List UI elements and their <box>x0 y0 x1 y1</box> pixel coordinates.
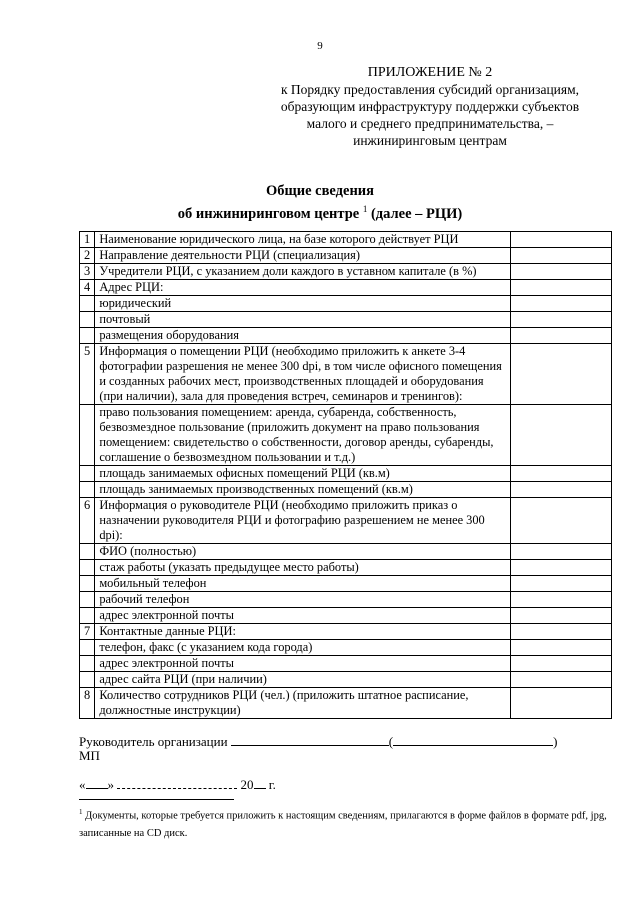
row-label: Направление деятельности РЦИ (специализация) <box>95 248 511 264</box>
page-number: 9 <box>317 40 323 52</box>
row-number <box>80 328 95 344</box>
row-number: 8 <box>80 688 95 719</box>
row-value-field[interactable] <box>510 560 611 576</box>
row-number <box>80 312 95 328</box>
row-label: ФИО (полностью) <box>95 544 511 560</box>
table-row <box>80 560 612 576</box>
row-number <box>80 560 95 576</box>
table-row <box>80 405 612 466</box>
row-number: 3 <box>80 264 95 280</box>
row-value-field[interactable] <box>510 576 611 592</box>
table-row <box>80 344 612 405</box>
row-number: 4 <box>80 280 95 296</box>
row-value-field[interactable] <box>510 466 611 482</box>
table-row <box>80 232 612 248</box>
row-number <box>80 592 95 608</box>
row-value-field[interactable] <box>510 405 611 466</box>
row-value-field[interactable] <box>510 592 611 608</box>
table-row <box>80 498 612 544</box>
row-label: размещения оборудования <box>95 328 511 344</box>
row-number: 6 <box>80 498 95 544</box>
row-number <box>80 672 95 688</box>
date-year-field[interactable] <box>254 776 266 789</box>
row-number: 7 <box>80 624 95 640</box>
row-number <box>80 405 95 466</box>
table-row <box>80 264 612 280</box>
row-label: адрес сайта РЦИ (при наличии) <box>95 672 511 688</box>
footnote-mark: 1 <box>79 808 83 816</box>
footnote <box>79 804 614 842</box>
row-label: Адрес РЦИ: <box>95 280 511 296</box>
date-open-quote: « <box>79 777 86 792</box>
row-value-field[interactable] <box>510 544 611 560</box>
row-number <box>80 482 95 498</box>
document-heading <box>0 182 640 223</box>
row-value-field[interactable] <box>510 264 611 280</box>
table-row <box>80 280 612 296</box>
table-row <box>80 640 612 656</box>
footnote-text: Документы, которые требуется приложить к настоящим сведениям, прилагаются в форме файлов в формате pdf, jpg, записанные на CD диск. <box>79 810 607 839</box>
row-label: адрес электронной почты <box>95 656 511 672</box>
row-value-field[interactable] <box>510 656 611 672</box>
row-value-field[interactable] <box>510 498 611 544</box>
heading-line-2-after: (далее – РЦИ) <box>370 205 463 222</box>
table-row <box>80 656 612 672</box>
row-value-field[interactable] <box>510 296 611 312</box>
row-label: право пользования помещением: аренда, субаренда, собственность, безвозмездное пользование (приложить документ на право пользования помещением: свидетельство о собственности, договор аренды, субаренды, соглашение о безвозмездном пользовании и т.д.) <box>95 405 511 466</box>
row-label: почтовый <box>95 312 511 328</box>
row-label: площадь занимаемых производственных помещений (кв.м) <box>95 482 511 498</box>
row-value-field[interactable] <box>510 232 611 248</box>
table-row <box>80 312 612 328</box>
appendix-line-2: образующим инфраструктуру поддержки субъектов <box>280 99 580 114</box>
row-value-field[interactable] <box>510 248 611 264</box>
row-number: 2 <box>80 248 95 264</box>
row-label: Учредители РЦИ, с указанием доли каждого в уставном капитале (в %) <box>95 264 511 280</box>
footnote-divider <box>79 799 234 800</box>
date-year-suffix: г. <box>268 777 276 792</box>
appendix-title: ПРИЛОЖЕНИЕ № 2 <box>367 65 493 80</box>
row-value-field[interactable] <box>510 328 611 344</box>
date-line <box>79 776 276 793</box>
info-form-table <box>79 231 612 719</box>
table-row <box>80 672 612 688</box>
appendix-line-3: малого и среднего предпринимательства, – <box>306 116 554 131</box>
row-number: 1 <box>80 232 95 248</box>
signature-label: Руководитель организации <box>79 734 228 749</box>
row-number <box>80 608 95 624</box>
row-number <box>80 656 95 672</box>
row-value-field[interactable] <box>510 608 611 624</box>
table-row <box>80 296 612 312</box>
row-value-field[interactable] <box>510 624 611 640</box>
table-row <box>80 608 612 624</box>
signature-line <box>79 733 557 750</box>
row-value-field[interactable] <box>510 280 611 296</box>
row-number <box>80 576 95 592</box>
appendix-line-1: к Порядку предоставления субсидий организациям, <box>280 82 580 97</box>
row-number: 5 <box>80 344 95 405</box>
date-month-field[interactable] <box>117 776 237 789</box>
row-label: Информация о помещении РЦИ (необходимо приложить к анкете 3-4 фотографии разрешения не менее 300 dpi, в том числе офисного помещения и созданных рабочих мест, производственных площадей и оборудования (при наличии), зала для проведения встреч, семинаров и тренингов): <box>95 344 511 405</box>
heading-line-2-before: об инжиниринговом центре <box>177 205 360 222</box>
heading-line-1: Общие сведения <box>265 183 375 199</box>
row-number <box>80 296 95 312</box>
row-value-field[interactable] <box>510 688 611 719</box>
row-label: мобильный телефон <box>95 576 511 592</box>
date-day-field[interactable] <box>86 776 108 789</box>
table-row <box>80 248 612 264</box>
date-close-quote: » <box>107 777 114 792</box>
table-row <box>80 544 612 560</box>
row-value-field[interactable] <box>510 672 611 688</box>
row-label: Количество сотрудников РЦИ (чел.) (приложить штатное расписание, должностные инструкции) <box>95 688 511 719</box>
heading-footnote-mark: 1 <box>362 204 368 214</box>
row-label: рабочий телефон <box>95 592 511 608</box>
signature-name-field[interactable] <box>393 733 553 746</box>
row-value-field[interactable] <box>510 482 611 498</box>
table-row <box>80 624 612 640</box>
row-label: Наименование юридического лица, на базе которого действует РЦИ <box>95 232 511 248</box>
row-label: стаж работы (указать предыдущее место работы) <box>95 560 511 576</box>
table-row <box>80 466 612 482</box>
table-row <box>80 482 612 498</box>
signature-field[interactable] <box>231 733 389 746</box>
signature-close-paren: ) <box>553 734 558 749</box>
row-label: Информация о руководителе РЦИ (необходимо приложить приказ о назначении руководителя РЦИ и фотографию разрешением не менее 300 dpi): <box>95 498 511 544</box>
heading-line-2 <box>0 200 640 223</box>
row-label: Контактные данные РЦИ: <box>95 624 511 640</box>
row-label: площадь занимаемых офисных помещений РЦИ (кв.м) <box>95 466 511 482</box>
row-value-field[interactable] <box>510 640 611 656</box>
row-label: адрес электронной почты <box>95 608 511 624</box>
appendix-line-4: инжиниринговым центрам <box>353 133 507 148</box>
signature-open-paren: ( <box>388 734 394 749</box>
row-label: телефон, факс (с указанием кода города) <box>95 640 511 656</box>
row-value-field[interactable] <box>510 344 611 405</box>
table-row <box>80 576 612 592</box>
stamp-place-label: МП <box>79 748 100 763</box>
appendix-header <box>240 64 620 149</box>
date-year-prefix: 20 <box>240 777 254 792</box>
row-number <box>80 640 95 656</box>
row-value-field[interactable] <box>510 312 611 328</box>
row-label: юридический <box>95 296 511 312</box>
table-row <box>80 592 612 608</box>
row-number <box>80 466 95 482</box>
row-number <box>80 544 95 560</box>
table-row <box>80 688 612 719</box>
table-row <box>80 328 612 344</box>
